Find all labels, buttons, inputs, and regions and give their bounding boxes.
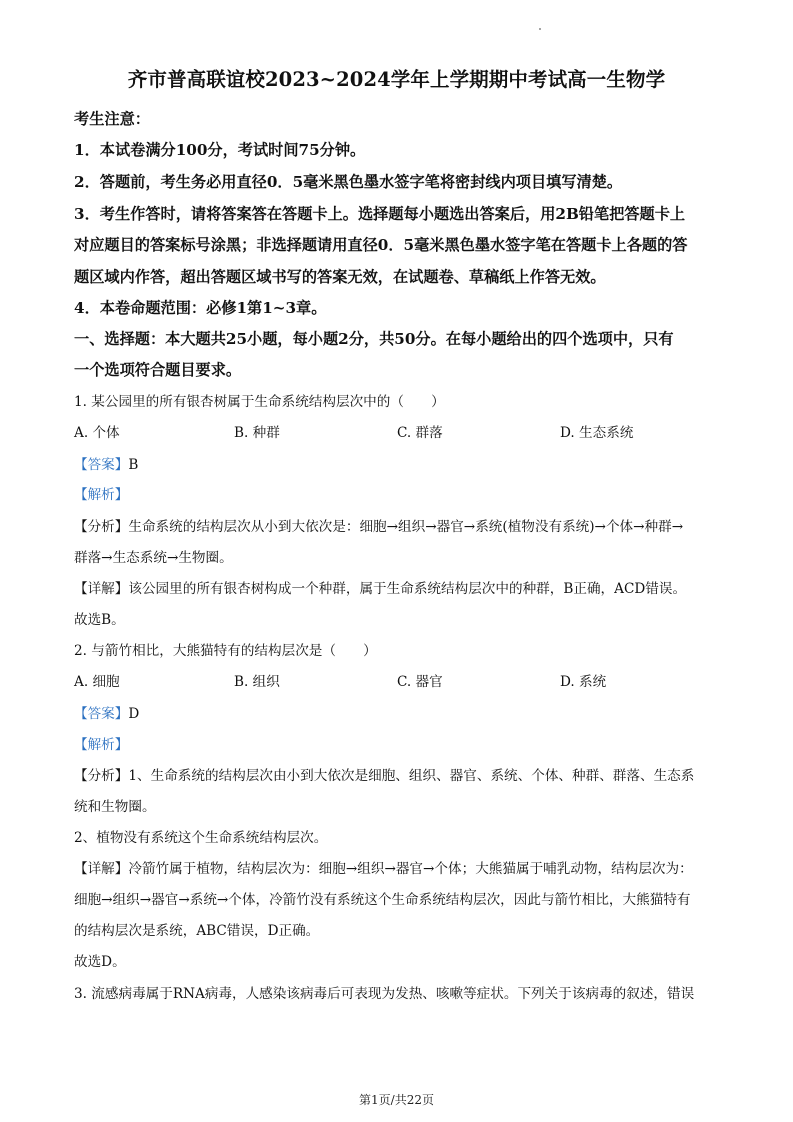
analysis-tag: 【解析】 [74, 487, 129, 503]
xiangjie-text: 冷箭竹属于植物，结构层次为：细胞→组织→器官→个体；大熊猫属于哺乳动物，结构层次为： [128, 861, 693, 877]
analysis-text: 群落→生态系统→生物圈。 [74, 550, 233, 566]
option-a: A. 个体 [74, 425, 120, 441]
question-stem: 3. 流感病毒属于RNA病毒，人感染该病毒后可表现为发热、咳嗽等症状。下列关于该病毒的叙述，错误 [74, 986, 695, 1002]
option-c: C. 器官 [397, 674, 443, 690]
analysis-text: 统和生物圈。 [74, 799, 156, 815]
detail-text [74, 577, 686, 597]
option-d: D. 系统 [560, 674, 607, 690]
detail-text: 的结构层次是系统，ABC错误，D正确。 [74, 923, 320, 939]
analysis-text: 2、植物没有系统这个生命系统结构层次。 [74, 830, 328, 846]
notice-item: 1．本试卷满分100分，考试时间75分钟。 [74, 141, 366, 159]
fenxi-text: 1、生命系统的结构层次由小到大依次是细胞、组织、器官、系统、个体、种群、群落、生态系 [128, 768, 695, 784]
xiangjie-tag: 【详解】 [74, 581, 129, 597]
answer-value: D [128, 706, 140, 722]
section-heading: 一、选择题：本大题共25小题，每小题2分，共50分。在每小题给出的四个选项中，只有 [74, 330, 674, 348]
answer-value: B [128, 457, 139, 473]
analysis-text [74, 764, 694, 784]
xiangjie-text: 该公园里的所有银杏树构成一个种群，属于生命系统结构层次中的种群，B正确，ACD错误。 [128, 581, 687, 597]
notice-item: 4．本卷命题范围：必修1第1~3章。 [74, 299, 327, 317]
analysis-tag: 【解析】 [74, 737, 129, 753]
option-a: A. 细胞 [74, 674, 120, 690]
option-b: B. 组织 [234, 674, 280, 690]
answer-tag: 【答案】 [74, 706, 129, 722]
answer-line [74, 702, 139, 722]
question-stem: 1. 某公园里的所有银杏树属于生命系统结构层次中的（ ） [74, 394, 445, 410]
question-stem: 2. 与箭竹相比，大熊猫特有的结构层次是（ ） [74, 643, 377, 659]
notice-item: 3．考生作答时，请将答案答在答题卡上。选择题每小题选出答案后，用2B铅笔把答题卡上 [74, 205, 686, 223]
option-b: B. 种群 [234, 425, 280, 441]
detail-text: 细胞→组织→器官→系统→个体，冷箭竹没有系统这个生命系统结构层次，因此与箭竹相比，大熊猫特有 [74, 892, 691, 908]
scan-dot [539, 28, 541, 30]
analysis-text [74, 515, 683, 535]
fenxi-text: 生命系统的结构层次从小到大依次是：细胞→组织→器官→系统(植物没有系统)→个体→种群→ [128, 519, 684, 535]
page-title: 齐市普高联谊校2023~2024学年上学期期中考试高一生物学 [127, 68, 666, 91]
xiangjie-tag: 【详解】 [74, 861, 129, 877]
option-c: C. 群落 [397, 425, 443, 441]
option-d: D. 生态系统 [560, 425, 634, 441]
notice-heading: 考生注意： [74, 110, 150, 128]
answer-line [74, 453, 138, 473]
detail-text [74, 857, 693, 877]
notice-item: 对应题目的答案标号涂黑；非选择题请用直径0．5毫米黑色墨水签字笔在答题卡上各题的答 [74, 236, 688, 254]
section-heading-cont: 一个选项符合题目要求。 [74, 361, 242, 379]
conclusion: 故选B。 [74, 612, 125, 628]
fenxi-tag: 【分析】 [74, 768, 129, 784]
answer-tag: 【答案】 [74, 457, 129, 473]
notice-item: 题区域内作答，超出答题区域书写的答案无效，在试题卷、草稿纸上作答无效。 [74, 268, 606, 286]
conclusion: 故选D。 [74, 954, 126, 970]
fenxi-tag: 【分析】 [74, 519, 129, 535]
page-footer: 第1页/共22页 [359, 1093, 434, 1107]
notice-item: 2．答题前，考生务必用直径0．5毫米黑色墨水签字笔将密封线内项目填写清楚。 [74, 173, 623, 191]
